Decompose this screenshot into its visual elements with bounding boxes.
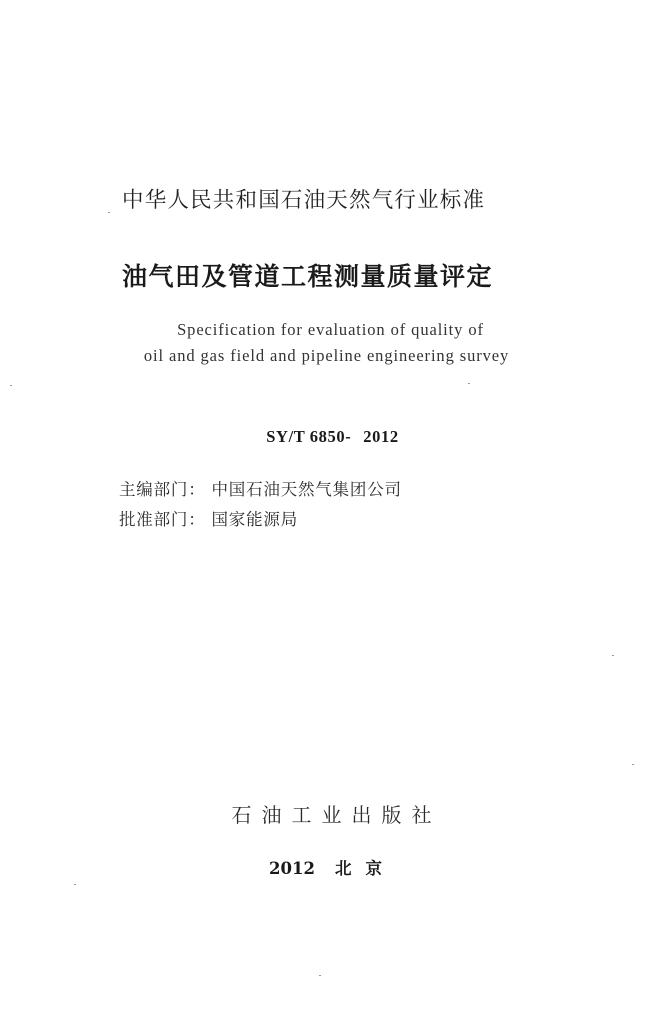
scan-speck (74, 884, 76, 885)
approving-department-value: 国家能源局 (211, 510, 298, 529)
scan-speck (632, 764, 634, 765)
scan-speck (108, 212, 110, 213)
publication-year: 2012 (269, 859, 315, 878)
scan-speck (612, 655, 614, 656)
standard-number (0, 427, 665, 447)
editing-department-label: 主编部门： (119, 480, 206, 499)
scan-speck (468, 383, 470, 384)
publication-city: 北京 (334, 859, 396, 878)
standard-code: SY/T 6850- (266, 427, 352, 446)
scan-speck (319, 975, 321, 976)
english-title-line-1: Specification for evaluation of quality of (177, 320, 484, 339)
approving-department-label: 批准部门： (119, 510, 206, 529)
editing-department-value: 中国石油天然气集团公司 (211, 480, 402, 499)
english-title-line-2: oil and gas field and pipeline engineering survey (143, 346, 510, 365)
standard-year: 2012 (363, 427, 399, 446)
document-title: 油气田及管道工程测量质量评定 (122, 262, 494, 291)
approving-department-row (119, 506, 298, 530)
publisher-name: 石油工业出版社 (231, 803, 442, 827)
scan-speck (10, 385, 12, 386)
series-title: 中华人民共和国石油天然气行业标准 (122, 188, 486, 213)
publication-line (0, 855, 665, 879)
editing-department-row (119, 476, 402, 500)
